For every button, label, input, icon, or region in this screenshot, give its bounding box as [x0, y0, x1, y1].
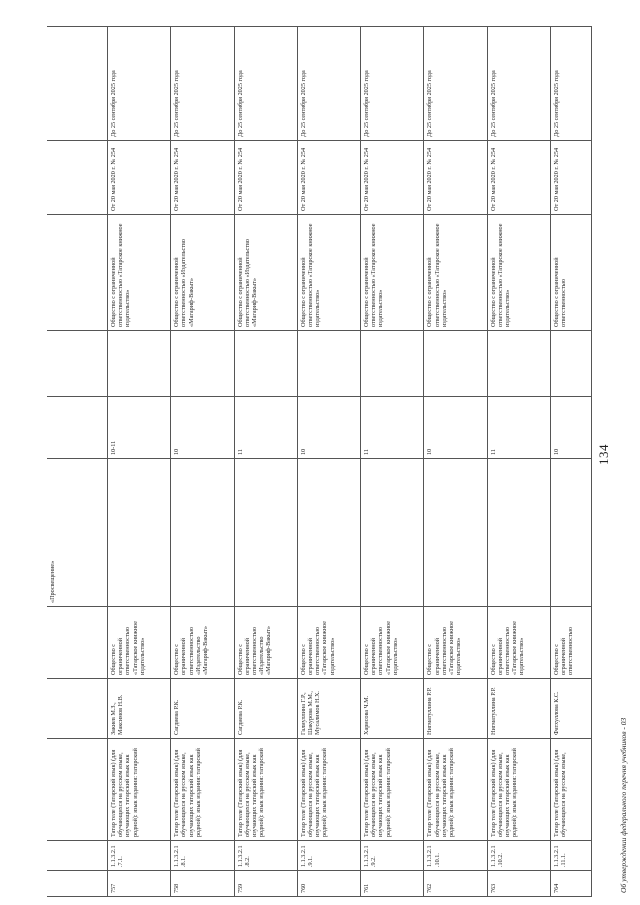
cell-developer	[108, 215, 171, 331]
num-text: 761	[363, 883, 371, 893]
term-text: До 25 сентября 2025 года	[363, 70, 371, 137]
developer-text: Общество с ограниченной ответственностью «Татарское книжное издательство»	[489, 223, 511, 327]
term-text: До 25 сентября 2025 года	[489, 70, 497, 137]
cell-developer	[297, 215, 360, 331]
order-text: От 20 мая 2020 г. № 254	[299, 147, 307, 211]
grade-text: 11	[489, 449, 497, 455]
cell-organization	[550, 331, 591, 397]
table-row	[171, 27, 234, 897]
cell-lang-edition	[550, 459, 591, 607]
cell-developer	[171, 215, 234, 331]
cell-authors	[424, 679, 487, 739]
cell-num	[297, 871, 360, 897]
cell-term	[487, 27, 550, 141]
code-text: 1.1.3.2.1.10.1.	[426, 845, 441, 867]
code-text: 1.1.3.2.1.8.1.	[173, 845, 188, 867]
cell-developer	[424, 215, 487, 331]
cell-authors	[487, 679, 550, 739]
order-text: От 20 мая 2020 г. № 254	[552, 147, 560, 211]
cont-cell-code	[47, 841, 108, 871]
cell-title	[297, 739, 360, 841]
title-text: Татар теле (Татарский язык) (для обучающихся на русском языке, изучающих татарский язык как родной): язык издания: татарский	[489, 748, 519, 837]
cell-organization	[171, 331, 234, 397]
cell-order	[234, 141, 297, 215]
num-text: 758	[173, 883, 181, 893]
cell-term	[171, 27, 234, 141]
cell-code	[171, 841, 234, 871]
cell-publisher	[361, 607, 424, 679]
table-row	[108, 27, 171, 897]
cont-cell-title	[47, 739, 108, 841]
authors-text: Сагдиева Р.К.	[236, 699, 244, 735]
title-text: Татар теле (Татарский язык) (для обучающихся на русском языке, изучающих татарский язык как родной): язык издания: татарский	[363, 748, 392, 837]
footer-note: Об утверждении федерального перечня учебников - 03	[619, 717, 628, 893]
grade-text: 11	[236, 449, 244, 455]
cell-code	[361, 841, 424, 871]
code-text: 1.1.3.2.1.11.1.	[552, 845, 568, 867]
table-row	[424, 27, 487, 897]
title-text: Татар теле (Татарский язык) (для обучающихся на русском языке, изучающих татарский язык как родной): язык издания: татарский	[236, 748, 266, 837]
cell-developer	[487, 215, 550, 331]
cell-grade	[297, 397, 360, 459]
grade-text: 10	[299, 448, 307, 455]
num-text: 757	[110, 883, 117, 893]
order-text: От 20 мая 2020 г. № 254	[110, 147, 117, 211]
num-text: 763	[489, 883, 497, 893]
developer-text: Общество с ограниченной ответственностью «Татарское книжное издательство»	[363, 223, 385, 327]
authors-text: Нигматуллина Р.Р.	[489, 687, 497, 735]
table-row	[361, 27, 424, 897]
cell-authors	[171, 679, 234, 739]
cell-lang-edition	[361, 459, 424, 607]
cell-publisher	[424, 607, 487, 679]
term-text: До 25 сентября 2025 года	[299, 70, 307, 137]
cell-developer	[361, 215, 424, 331]
cell-code	[108, 841, 171, 871]
term-text: До 25 сентября 2025 года	[173, 70, 181, 137]
cell-lang-edition	[424, 459, 487, 607]
cont-cell-publisher	[47, 607, 108, 679]
term-text: До 25 сентября 2025 года	[552, 70, 560, 137]
term-text: До 25 сентября 2025 года	[426, 70, 434, 137]
cell-grade	[171, 397, 234, 459]
developer-text: Общество с ограниченной ответственностью	[552, 257, 568, 327]
cont-cell-authors	[47, 679, 108, 739]
cell-organization	[487, 331, 550, 397]
order-text: От 20 мая 2020 г. № 254	[236, 147, 244, 211]
cell-order	[361, 141, 424, 215]
cell-organization	[297, 331, 360, 397]
cell-num	[424, 871, 487, 897]
developer-text: Общество с ограниченной ответственностью «Татарское книжное издательство»	[426, 223, 448, 327]
table-row	[297, 27, 360, 897]
textbook-list-table-wrap	[47, 27, 592, 897]
cell-grade	[487, 397, 550, 459]
publisher-text: Общество с ограниченной ответственностью «Татарское книжное издательство»	[299, 621, 336, 675]
authors-text: Галиуллина Г.Р., Шакурова М.М., Мусалимов Н.Х.	[299, 691, 322, 735]
cell-lang-edition	[234, 459, 297, 607]
cell-organization	[424, 331, 487, 397]
cell-order	[424, 141, 487, 215]
continuation-row	[47, 27, 108, 897]
publisher-text: Общество с ограниченной ответственностью «Татарское книжное издательство»	[426, 621, 463, 675]
cell-num	[487, 871, 550, 897]
cell-grade	[234, 397, 297, 459]
cell-code	[297, 841, 360, 871]
cont-cell-developer	[47, 215, 108, 331]
cell-code	[487, 841, 550, 871]
publisher-text: Общество с ограниченной ответственностью «Издательство «Магариф-Вакыт»	[173, 626, 210, 675]
cell-authors	[550, 679, 591, 739]
cell-authors	[234, 679, 297, 739]
cell-title	[171, 739, 234, 841]
continuation-text: «Просвещение»	[49, 560, 56, 603]
code-text: 1.1.3.2.1.9.1.	[299, 845, 314, 867]
cont-cell-lang	[47, 459, 108, 607]
cell-organization	[361, 331, 424, 397]
title-text: Татар теле (Татарский язык) (для обучающихся на русском языке, изучающих татарский язык как родной): язык издания: татарский	[173, 748, 202, 837]
page-number: 134	[596, 444, 611, 465]
title-text: Татар теле (Татарский язык) (для обучающихся на русском языке, изучающих татарский язык как родной): язык издания: татарский	[426, 748, 455, 837]
code-text: 1.1.3.2.1.7.1.	[110, 845, 125, 867]
cell-publisher	[108, 607, 171, 679]
cont-cell-num	[47, 871, 108, 897]
cell-title	[361, 739, 424, 841]
grade-text: 10-11	[110, 440, 117, 455]
cell-authors	[108, 679, 171, 739]
code-text: 1.1.3.2.1.9.2.	[363, 845, 378, 867]
table-row	[234, 27, 297, 897]
cell-lang-edition	[297, 459, 360, 607]
cell-publisher	[234, 607, 297, 679]
title-text: Татар теле (Татарский язык) (для обучающихся на русском языке, изучающих татарский язык как родной): язык издания: татарский	[110, 748, 139, 837]
cont-cell-org	[47, 331, 108, 397]
cell-grade	[108, 397, 171, 459]
cell-organization	[234, 331, 297, 397]
developer-text: Общество с ограниченной ответственностью «Татарское книжное издательство»	[110, 223, 132, 327]
cell-publisher	[297, 607, 360, 679]
cell-title	[487, 739, 550, 841]
cell-order	[550, 141, 591, 215]
cell-term	[424, 27, 487, 141]
cell-organization	[108, 331, 171, 397]
cell-term	[108, 27, 171, 141]
cell-order	[487, 141, 550, 215]
cell-authors	[297, 679, 360, 739]
num-text: 759	[236, 883, 244, 893]
textbook-list-table	[47, 26, 592, 897]
order-text: От 20 мая 2020 г. № 254	[489, 147, 497, 211]
cell-grade	[550, 397, 591, 459]
grade-text: 10	[552, 448, 560, 455]
cell-authors	[361, 679, 424, 739]
cell-title	[234, 739, 297, 841]
cell-developer	[550, 215, 591, 331]
order-text: От 20 мая 2020 г. № 254	[363, 147, 371, 211]
cell-order	[108, 141, 171, 215]
authors-text: Сагдиева Р.К.	[173, 699, 181, 735]
cont-cell-term	[47, 27, 108, 141]
authors-text: Харисова Ч.М.	[363, 695, 371, 735]
cell-publisher	[171, 607, 234, 679]
publisher-text: Общество с ограниченной ответственностью	[552, 627, 575, 675]
authors-text: Фатхуллова К.С.	[552, 691, 560, 735]
cont-cell-grade	[47, 397, 108, 459]
grade-text: 10	[173, 448, 181, 455]
cell-grade	[361, 397, 424, 459]
cell-publisher	[550, 607, 591, 679]
cell-publisher	[487, 607, 550, 679]
cell-term	[297, 27, 360, 141]
cell-code	[550, 841, 591, 871]
developer-text: Общество с ограниченной ответственностью «Издательство «Магариф-Вакыт»	[173, 239, 195, 327]
title-text: Татар теле (Татарский язык) (для обучающихся на русском языке, изучающих татарский язык как родной): язык издания: татарский	[299, 748, 329, 837]
term-text: До 25 сентября 2025 года	[110, 70, 117, 137]
title-text: Татар теле (Татарский язык) (для обучающихся на русском языке,	[552, 749, 568, 837]
cell-title	[550, 739, 591, 841]
cell-title	[424, 739, 487, 841]
table-row	[550, 27, 591, 897]
cell-title	[108, 739, 171, 841]
num-text: 760	[299, 883, 307, 893]
term-text: До 25 сентября 2025 года	[236, 70, 244, 137]
cell-grade	[424, 397, 487, 459]
cell-term	[234, 27, 297, 141]
developer-text: Общество с ограниченной ответственностью «Издательство «Магариф-Вакыт»	[236, 239, 258, 327]
publisher-text: Общество с ограниченной ответственностью «Татарское книжное издательство»	[363, 621, 399, 675]
cell-code	[424, 841, 487, 871]
num-text: 764	[552, 883, 560, 893]
publisher-text: Общество с ограниченной ответственностью «Татарское книжное издательство»	[489, 621, 526, 675]
cell-lang-edition	[487, 459, 550, 607]
grade-text: 10	[426, 448, 434, 455]
cell-num	[171, 871, 234, 897]
developer-text: Общество с ограниченной ответственностью «Татарское книжное издательство»	[299, 223, 322, 327]
cell-term	[550, 27, 591, 141]
grade-text: 11	[363, 449, 371, 455]
order-text: От 20 мая 2020 г. № 254	[426, 147, 434, 211]
authors-text: Нигматуллина Р.Р.	[426, 687, 434, 735]
publisher-text: Общество с ограниченной ответственностью «Издательство «Магариф-Вакыт»	[236, 626, 273, 675]
cell-lang-edition	[108, 459, 171, 607]
cell-num	[108, 871, 171, 897]
code-text: 1.1.3.2.1.8.2.	[236, 845, 251, 867]
publisher-text: Общество с ограниченной ответственностью «Татарское книжное издательство»	[110, 621, 146, 675]
cell-term	[361, 27, 424, 141]
table-row	[487, 27, 550, 897]
cell-lang-edition	[171, 459, 234, 607]
cell-num	[550, 871, 591, 897]
cell-order	[171, 141, 234, 215]
cell-num	[234, 871, 297, 897]
cell-order	[297, 141, 360, 215]
cell-num	[361, 871, 424, 897]
authors-text: Закиев М.З., Максимов Н.В.	[110, 694, 125, 735]
cell-code	[234, 841, 297, 871]
code-text: 1.1.3.2.1.10.2.	[489, 845, 504, 867]
num-text: 762	[426, 883, 434, 893]
cell-developer	[234, 215, 297, 331]
order-text: От 20 мая 2020 г. № 254	[173, 147, 181, 211]
cont-cell-order	[47, 141, 108, 215]
